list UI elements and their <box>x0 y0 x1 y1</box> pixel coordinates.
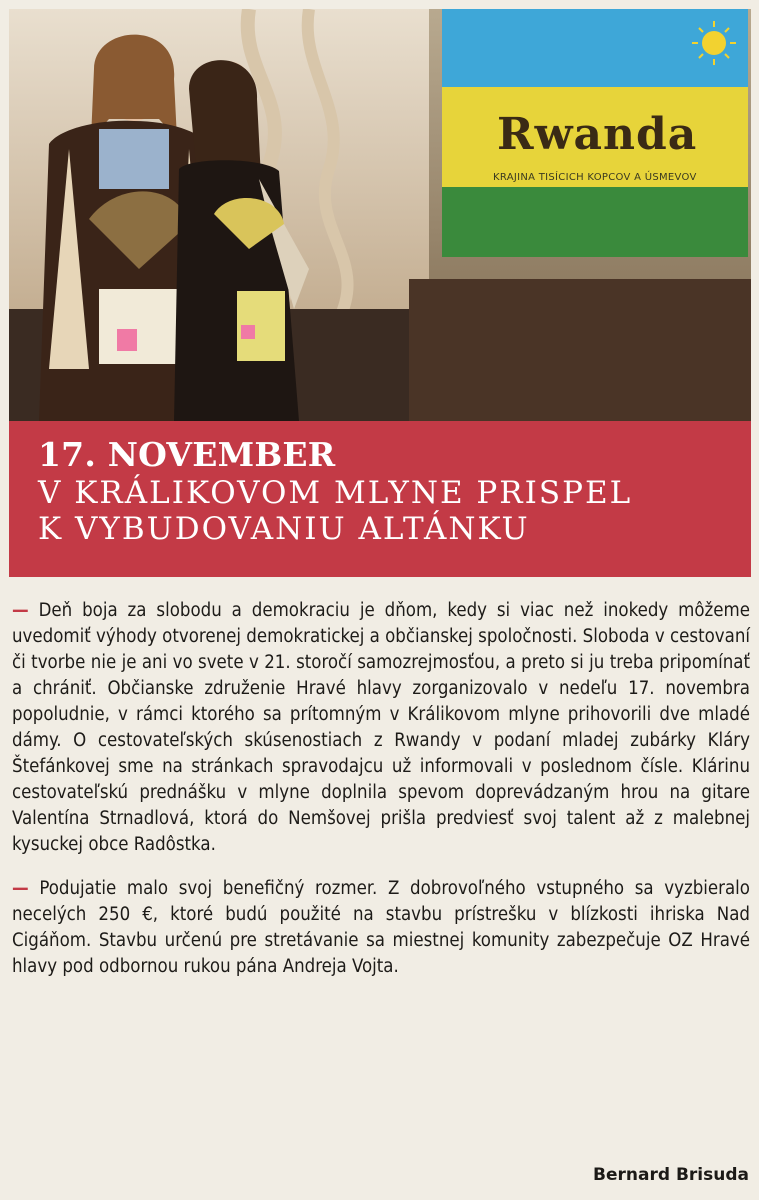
headline-kicker: 17. NOVEMBER <box>38 435 336 474</box>
screen-title: Rwanda <box>497 109 698 160</box>
paragraph-dash: — <box>12 878 29 899</box>
paragraph-2-text: Podujatie malo svoj benefičný rozmer. Z dobrovoľného vstupného sa vyzbieralo necelých 250 €, ktoré budú použité na stavbu prístrešku v blízkosti ihriska Nad Cigáňom. Stavbu určenú pre stretávanie sa miestnej komunity zabezpečuje OZ Hravé hlavy pod odbornou rukou pána Andreja Vojta. <box>12 878 750 977</box>
headline-line-1: V KRÁLIKOVOM MLYNE PRISPEL <box>38 475 633 511</box>
headline-line-2: K VYBUDOVANIU ALTÁNKU <box>38 511 530 547</box>
photo-illustration <box>9 9 751 421</box>
paragraph-dash: — <box>12 600 29 621</box>
screen-subtitle: KRAJINA TISÍCICH KOPCOV A ÚSMEVOV <box>493 172 697 183</box>
author-byline: Bernard Brisuda <box>593 1165 749 1185</box>
article-body <box>12 598 750 980</box>
paragraph-2 <box>12 876 750 980</box>
paragraph-1 <box>12 598 750 858</box>
article-photo <box>9 9 751 421</box>
paragraph-1-text: Deň boja za slobodu a demokraciu je dňom, kedy si viac než inokedy môžeme uvedomiť výhody otvorenej demokratickej a občianskej spoločnosti. Sloboda v cestovaní či tvorbe nie je ani vo svete v 21. storočí samozrejmosťou, a preto si ju treba pripomínať a chrániť. Občianske združenie Hravé hlavy zorganizovalo v nedeľu 17. novembra popoludnie, v rámci ktorého sa prítomným v Králikovom mlyne prihovorili dve mladé dámy. O cestovateľských skúsenostiach z Rwandy v podaní mladej zubárky Kláry Štefánkovej sme na stránkach spravodajcu už informovali v poslednom čísle. Klárinu cestovateľskú prednášku v mlyne doplnila spevom doprevádzaným hrou na gitare Valentína Strnadlová, ktorá do Nemšovej prišla predviesť svoj talent až z malebnej kysuckej obce Radôstka. <box>12 600 750 855</box>
headline-banner <box>9 421 751 577</box>
